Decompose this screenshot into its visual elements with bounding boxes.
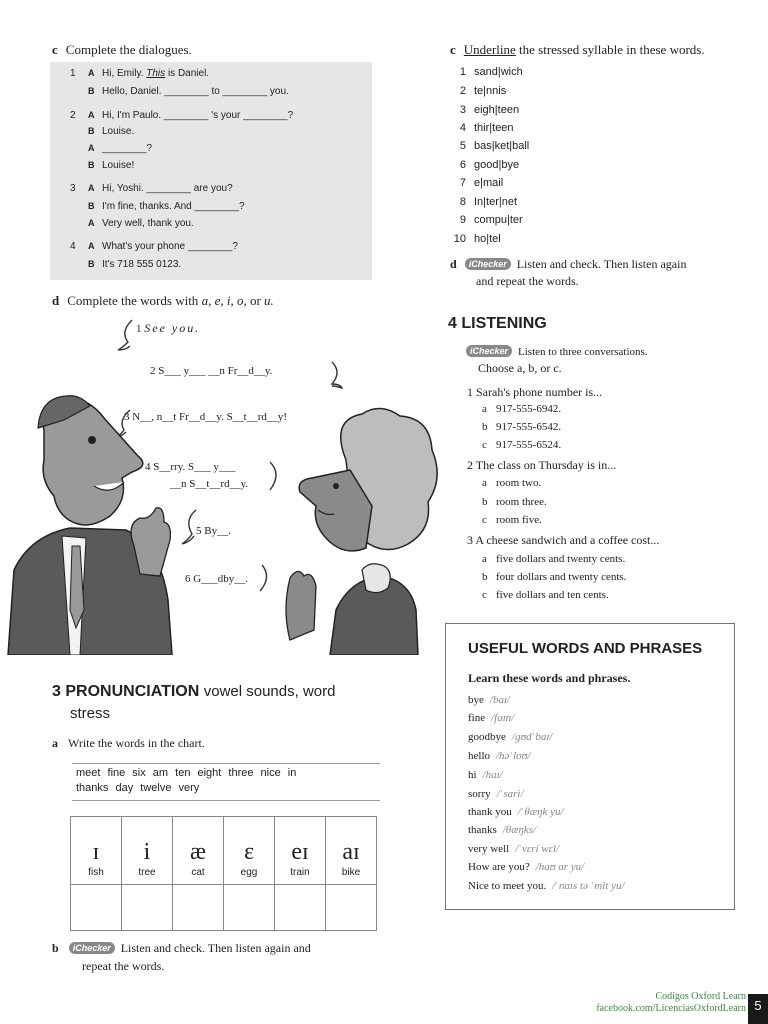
puzzle-1: 1 See you. xyxy=(136,321,201,335)
cat-icon: æ xyxy=(189,839,206,865)
exercise-a-heading: a Write the words in the chart. xyxy=(52,736,205,750)
puzzle-4b: __n S__t__rd__y. xyxy=(170,478,249,490)
stress-word: 9 compu|ter xyxy=(459,214,523,226)
option: b room three. xyxy=(482,496,547,508)
useful-words-title: USEFUL WORDS AND PHRASES xyxy=(468,640,703,657)
chart-cell-cat: æ cat xyxy=(173,817,224,885)
option: c five dollars and ten cents. xyxy=(482,589,609,601)
stress-word: 8 In|ter|net xyxy=(459,196,518,208)
puzzle-2: 2 S___ y___ __n Fr__d__y. xyxy=(150,365,273,377)
stress-word: 5 bas|ket|ball xyxy=(459,140,530,152)
tree-icon: i xyxy=(143,839,151,865)
word-box xyxy=(72,763,380,801)
option: b four dollars and twenty cents. xyxy=(482,571,627,583)
listening-question-1: 1 Sarah's phone number is... xyxy=(467,385,603,399)
ichecker-badge[interactable]: iChecker xyxy=(465,258,511,270)
useful-word: bye /baɪ/ xyxy=(468,694,510,706)
vowel-sound-chart xyxy=(70,816,377,931)
useful-word: fine /faɪn/ xyxy=(468,712,515,724)
word-box-line-2: thanks day twelve very xyxy=(76,782,200,794)
option: a five dollars and twenty cents. xyxy=(482,553,626,565)
chart-cell-train: eɪ train xyxy=(275,817,326,885)
exercise-d-listen: d iChecker Listen and check. Then listen again xyxy=(450,257,687,271)
useful-word: very well /ˈvɛri wɛl/ xyxy=(468,843,560,855)
listening-question-3: 3 A cheese sandwich and a coffee cost... xyxy=(467,533,660,547)
word-box-line-1: meet fine six am ten eight three nice in xyxy=(76,767,297,779)
ichecker-badge[interactable]: iChecker xyxy=(466,345,512,357)
puzzle-4a: 4 S__rry. S___ y___ xyxy=(145,461,236,473)
fish-icon: ɪ xyxy=(92,839,100,865)
chart-cell-fish: ɪ fish xyxy=(71,817,122,885)
exercise-c-heading: c Complete the dialogues. xyxy=(52,42,192,57)
exercise-b-line2: repeat the words. xyxy=(82,959,165,973)
useful-word: thanks /θæŋks/ xyxy=(468,824,537,836)
listening-intro: iChecker Listen to three conversations. xyxy=(466,345,648,358)
stress-word: 7 e|mail xyxy=(459,177,504,189)
example-answer: This xyxy=(146,68,166,79)
ichecker-badge[interactable]: iChecker xyxy=(69,942,115,954)
answer-cell[interactable] xyxy=(275,885,326,931)
exercise-d-listen-line2: and repeat the words. xyxy=(476,274,579,288)
stress-word: 1 sand|wich xyxy=(459,66,523,78)
useful-word: Nice to meet you. /ˈnaɪs tə ˈmit yu/ xyxy=(468,880,625,892)
puzzle-5: 5 By__. xyxy=(196,525,231,537)
bike-icon: aɪ xyxy=(342,839,360,865)
chart-cell-egg: ɛ egg xyxy=(224,817,275,885)
exercise-c-stress-heading: c Underline the stressed syllable in these words. xyxy=(450,42,705,57)
dialogue-box: 1 A Hi, Emily. This is Daniel. B Hello, Daniel. ________ to ________ you. 2 A Hi, I'm Paulo. ________ 's your ________? B Louise. A ________? B Louise! 3 A Hi, Yoshi. ________ are you? B I'm fine, thanks. And ________? A Very well, thank you. 4 A What's your phone ________? B It's 718 555 0123. xyxy=(50,62,372,280)
stress-word: 2 te|nnis xyxy=(459,85,507,97)
answer-cell[interactable] xyxy=(173,885,224,931)
useful-word: hello /həˈloʊ/ xyxy=(468,750,531,762)
answer-cell[interactable] xyxy=(71,885,122,931)
listening-question-2: 2 The class on Thursday is in... xyxy=(467,458,617,472)
footer-watermark: Codigos Oxford Learn facebook.com/LicenciasOxfordLearn xyxy=(596,991,746,1014)
option: a 917-555-6942. xyxy=(482,403,562,415)
pronunciation-heading-line2: stress xyxy=(70,705,111,722)
egg-icon: ɛ xyxy=(243,839,255,865)
useful-words-subtitle: Learn these words and phrases. xyxy=(468,671,631,685)
useful-word: How are you? /haʊ ɑr yu/ xyxy=(468,861,585,873)
option: c 917-555-6524. xyxy=(482,439,562,451)
answer-cell[interactable] xyxy=(326,885,377,931)
puzzle-3: 3 N__, n__t Fr__d__y. S__t__rd__y! xyxy=(124,411,288,423)
exercise-b-heading: b iChecker Listen and check. Then listen again and xyxy=(52,941,311,955)
useful-word: sorry /ˈsɑri/ xyxy=(468,788,524,800)
exercise-d-heading: d Complete the words with a, e, i, o, or u. xyxy=(52,293,274,308)
pronunciation-heading: 3 PRONUNCIATION vowel sounds, word xyxy=(52,683,336,700)
puzzle-6: 6 G___dby__. xyxy=(185,573,248,585)
option: b 917-555-6542. xyxy=(482,421,562,433)
chart-cell-bike: aɪ bike xyxy=(326,817,377,885)
stress-word: 6 good|bye xyxy=(459,159,520,171)
train-icon: eɪ xyxy=(291,839,309,865)
chart-cell-tree: i tree xyxy=(122,817,173,885)
useful-words-box xyxy=(445,623,735,910)
useful-word: thank you /ˈθæŋk yu/ xyxy=(468,806,564,818)
useful-word: hi /haɪ/ xyxy=(468,769,503,781)
listening-intro-line2: Choose a, b, or c. xyxy=(478,361,562,375)
useful-word: goodbye /gʊdˈbaɪ/ xyxy=(468,731,553,743)
option: c room five. xyxy=(482,514,542,526)
answer-cell[interactable] xyxy=(122,885,173,931)
answer-cell[interactable] xyxy=(224,885,275,931)
listening-heading: 4 LISTENING xyxy=(448,315,547,332)
stress-word: 4 thir|teen xyxy=(459,122,514,134)
stress-word: 10 ho|tel xyxy=(453,233,501,245)
page-number: 5 xyxy=(748,994,768,1024)
option: a room two. xyxy=(482,477,542,489)
stress-word: 3 eigh|teen xyxy=(459,104,520,116)
